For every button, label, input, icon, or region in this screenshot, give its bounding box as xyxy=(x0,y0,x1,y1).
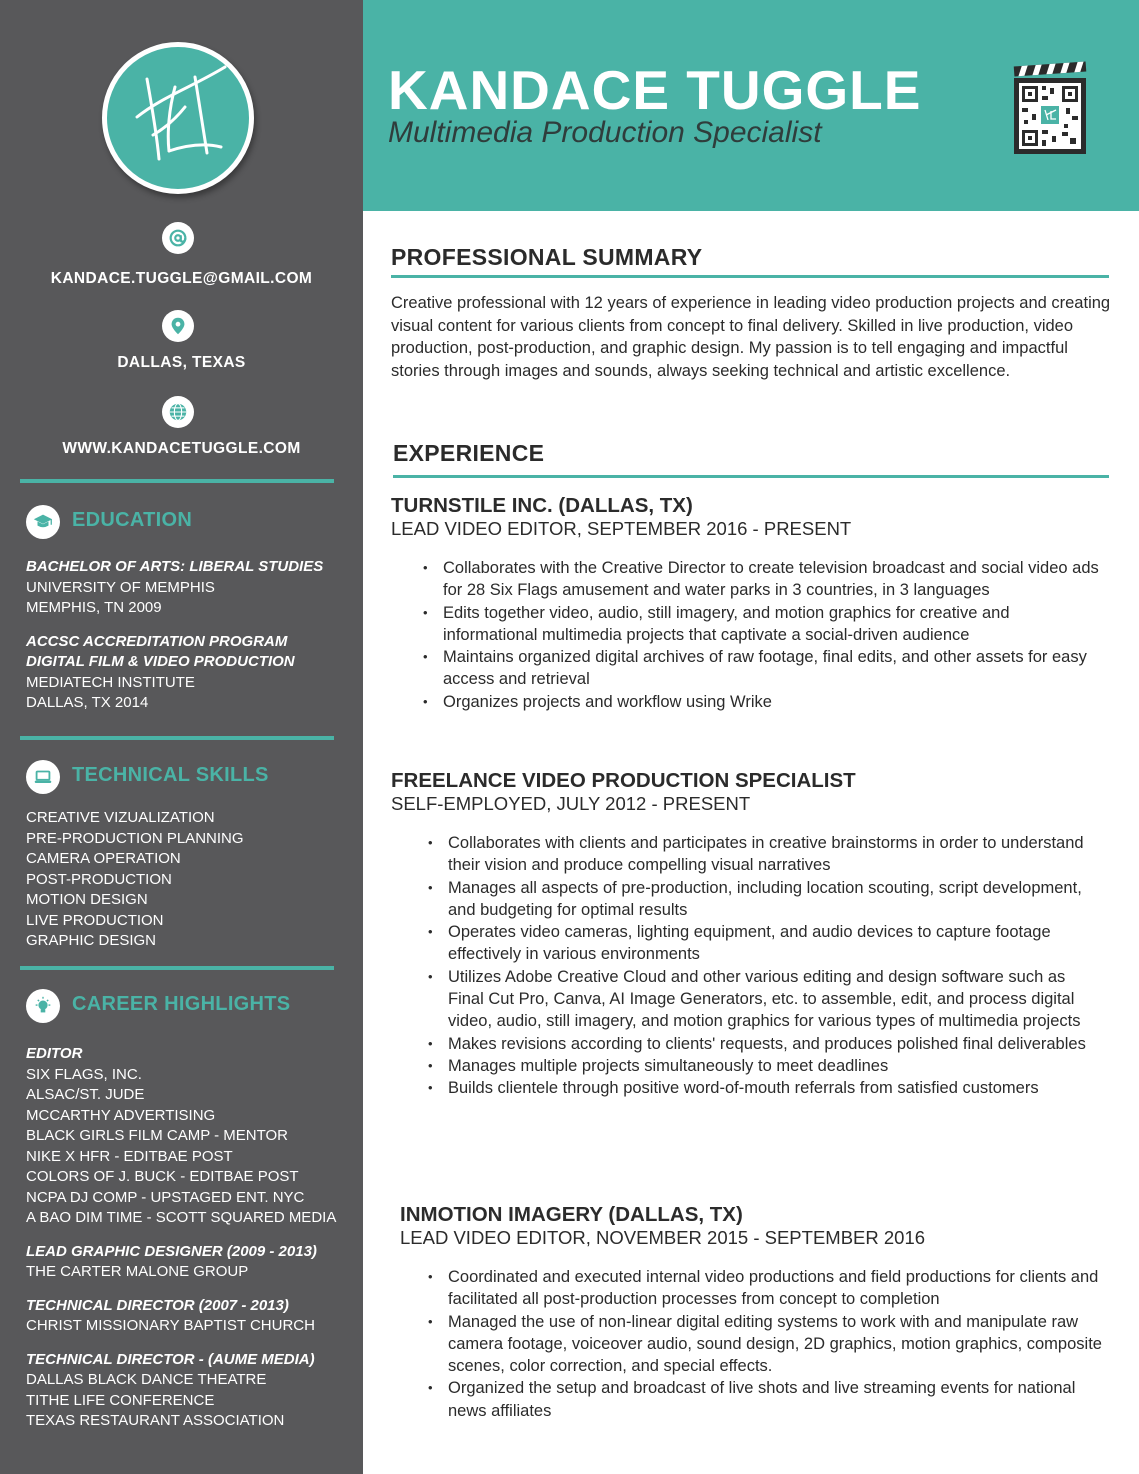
highlight-item: NCPA DJ COMP - UPSTAGED ENT. NYC xyxy=(26,1188,305,1206)
job-bullets xyxy=(412,1266,1112,1422)
job-company: TURNSTILE INC. (DALLAS, TX) xyxy=(391,494,693,517)
highlight-item: ALSAC/ST. JUDE xyxy=(26,1086,145,1103)
degree: BACHELOR OF ARTS: LIBERAL STUDIES xyxy=(26,558,324,575)
highlight-role: TECHNICAL DIRECTOR - (AUME MEDIA) xyxy=(26,1350,315,1368)
bullet-item: • Organized the setup and broadcast of live shots and live streaming events for national news affiliates xyxy=(412,1377,1112,1422)
degree: ACCSC ACCREDITATION PROGRAM xyxy=(26,632,288,650)
section-divider xyxy=(391,275,1109,278)
lightbulb-icon xyxy=(26,989,60,1023)
highlight-item: COLORS OF J. BUCK - EDITBAE POST xyxy=(26,1168,299,1185)
highlight-item: TITHE LIFE CONFERENCE xyxy=(26,1391,215,1409)
highlight-item: MCCARTHY ADVERTISING xyxy=(26,1106,216,1124)
job-bullets xyxy=(412,832,1102,1100)
bullet-item: • Utilizes Adobe Creative Cloud and other various editing and design software such as Final Cut Pro, Canva, AI Image Generators, etc. to assemble, edit, and process digital video, audio, still imagery, and motion graphics for various types of multimedia projects xyxy=(412,966,1102,1033)
bullet-item: • Manages all aspects of pre-production, including location scouting, script development, and budgeting for optimal results xyxy=(412,877,1102,922)
job-bullets xyxy=(407,557,1107,713)
job-role: LEAD VIDEO EDITOR, SEPTEMBER 2016 - PRESENT xyxy=(391,518,852,539)
education-list xyxy=(26,557,356,714)
monogram-icon xyxy=(107,47,249,189)
skill-item: PRE-PRODUCTION PLANNING xyxy=(26,829,244,847)
sidebar-divider xyxy=(20,736,334,740)
job-company: INMOTION IMAGERY (DALLAS, TX) xyxy=(400,1203,743,1226)
job-company: FREELANCE VIDEO PRODUCTION SPECIALIST xyxy=(391,769,856,792)
sidebar-divider xyxy=(20,479,334,483)
website-link[interactable]: WWW.KANDACETUGGLE.COM xyxy=(62,440,301,457)
candidate-name: KANDACE TUGGLE xyxy=(388,59,922,121)
globe-icon xyxy=(162,396,194,428)
school: MEDIATECH INSTITUTE xyxy=(26,673,195,691)
email-link[interactable]: KANDACE.TUGGLE@GMAIL.COM xyxy=(50,270,313,287)
skill-item: CAMERA OPERATION xyxy=(26,850,181,867)
skill-item: MOTION DESIGN xyxy=(26,891,148,908)
highlight-role: TECHNICAL DIRECTOR (2007 - 2013) xyxy=(26,1296,289,1314)
summary-text: Creative professional with 12 years of experience in leading video production projects and creating visual content for various clients from concept to final delivery. Skilled in live production, video production, post-production, and graphic design. My passion is to tell engaging and impactful stories through images and sounds, always seeking technical and artistic excellence. xyxy=(391,294,1111,380)
clapperboard-qr-code-icon[interactable] xyxy=(1012,58,1088,158)
highlight-item: NIKE X HFR - EDITBAE POST xyxy=(26,1147,233,1165)
school-place: MEMPHIS, TN 2009 xyxy=(26,599,162,616)
experience-heading: EXPERIENCE xyxy=(393,440,545,466)
laptop-icon xyxy=(26,760,60,794)
section-divider xyxy=(393,475,1109,478)
bullet-item: • Operates video cameras, lighting equipment, and audio devices to capture footage effectively in various environments xyxy=(412,921,1102,966)
education-entry xyxy=(26,557,356,619)
location-text: DALLAS, TEXAS xyxy=(117,354,246,371)
bullet-item: • Manages multiple projects simultaneously to meet deadlines xyxy=(412,1055,1102,1077)
job-role: LEAD VIDEO EDITOR, NOVEMBER 2015 - SEPTEMBER 2016 xyxy=(400,1227,926,1248)
education-heading: EDUCATION xyxy=(72,509,193,531)
highlight-item: SIX FLAGS, INC. xyxy=(26,1065,142,1083)
highlight-item: CHRIST MISSIONARY BAPTIST CHURCH xyxy=(26,1317,315,1334)
highlight-item: BLACK GIRLS FILM CAMP - MENTOR xyxy=(26,1127,288,1144)
monogram-logo xyxy=(102,42,254,194)
job-role: SELF-EMPLOYED, JULY 2012 - PRESENT xyxy=(391,793,751,814)
sidebar-divider xyxy=(20,966,334,970)
school: UNIVERSITY OF MEMPHIS xyxy=(26,578,215,596)
bullet-item: • Builds clientele through positive word-of-mouth referrals from satisfied customers xyxy=(412,1077,1102,1099)
location-pin-icon xyxy=(162,310,194,342)
skill-item: GRAPHIC DESIGN xyxy=(26,932,157,949)
highlight-item: DALLAS BLACK DANCE THEATRE xyxy=(26,1371,267,1388)
skill-item: LIVE PRODUCTION xyxy=(26,911,164,929)
school-place: DALLAS, TX 2014 xyxy=(26,694,149,711)
bullet-item: • Makes revisions according to clients' requests, and produces polished final deliverables xyxy=(412,1033,1102,1055)
bullet-item: • Managed the use of non-linear digital editing systems to work with and manipulate raw camera footage, voiceover audio, sound design, 2D graphics, motion graphics, composite scenes, color correction, and special effects. xyxy=(412,1311,1112,1378)
skills-list xyxy=(26,808,356,952)
skill-item: POST-PRODUCTION xyxy=(26,870,172,888)
highlight-item: THE CARTER MALONE GROUP xyxy=(26,1263,249,1280)
highlight-item: TEXAS RESTAURANT ASSOCIATION xyxy=(26,1412,285,1429)
bullet-item: • Edits together video, audio, still imagery, and motion graphics for creative and informational multimedia projects that captivate a social-driven audience xyxy=(407,602,1107,647)
bullet-item: • Collaborates with the Creative Director to create television broadcast and social video ads for 28 Six Flags amusement and water parks in 3 countries, in 3 languages xyxy=(407,557,1107,602)
highlight-role: LEAD GRAPHIC DESIGNER (2009 - 2013) xyxy=(26,1242,317,1260)
bullet-item: • Collaborates with clients and participates in creative brainstorms in order to understand their vision and produce compelling visual narratives xyxy=(412,832,1102,877)
candidate-title: Multimedia Production Specialist xyxy=(388,116,822,149)
degree: DIGITAL FILM & VIDEO PRODUCTION xyxy=(26,653,295,670)
bullet-item: • Maintains organized digital archives of raw footage, final edits, and other assets for easy access and retrieval xyxy=(407,646,1107,691)
highlight-item: A BAO DIM TIME - SCOTT SQUARED MEDIA xyxy=(26,1209,337,1226)
skills-heading: TECHNICAL SKILLS xyxy=(72,764,269,786)
graduation-cap-icon xyxy=(26,505,60,539)
skill-item: CREATIVE VIZUALIZATION xyxy=(26,809,215,826)
education-entry xyxy=(26,632,356,714)
summary-heading: PROFESSIONAL SUMMARY xyxy=(391,244,703,270)
sidebar xyxy=(0,0,363,1474)
highlight-role: EDITOR xyxy=(26,1045,83,1062)
at-icon xyxy=(162,222,194,254)
highlights-heading: CAREER HIGHLIGHTS xyxy=(72,993,291,1015)
bullet-item: • Organizes projects and workflow using Wrike xyxy=(407,691,1107,713)
highlights-list xyxy=(26,1044,356,1432)
bullet-item: • Coordinated and executed internal video productions and field productions for clients and facilitated all post-production processes from concept to completion xyxy=(412,1266,1112,1311)
